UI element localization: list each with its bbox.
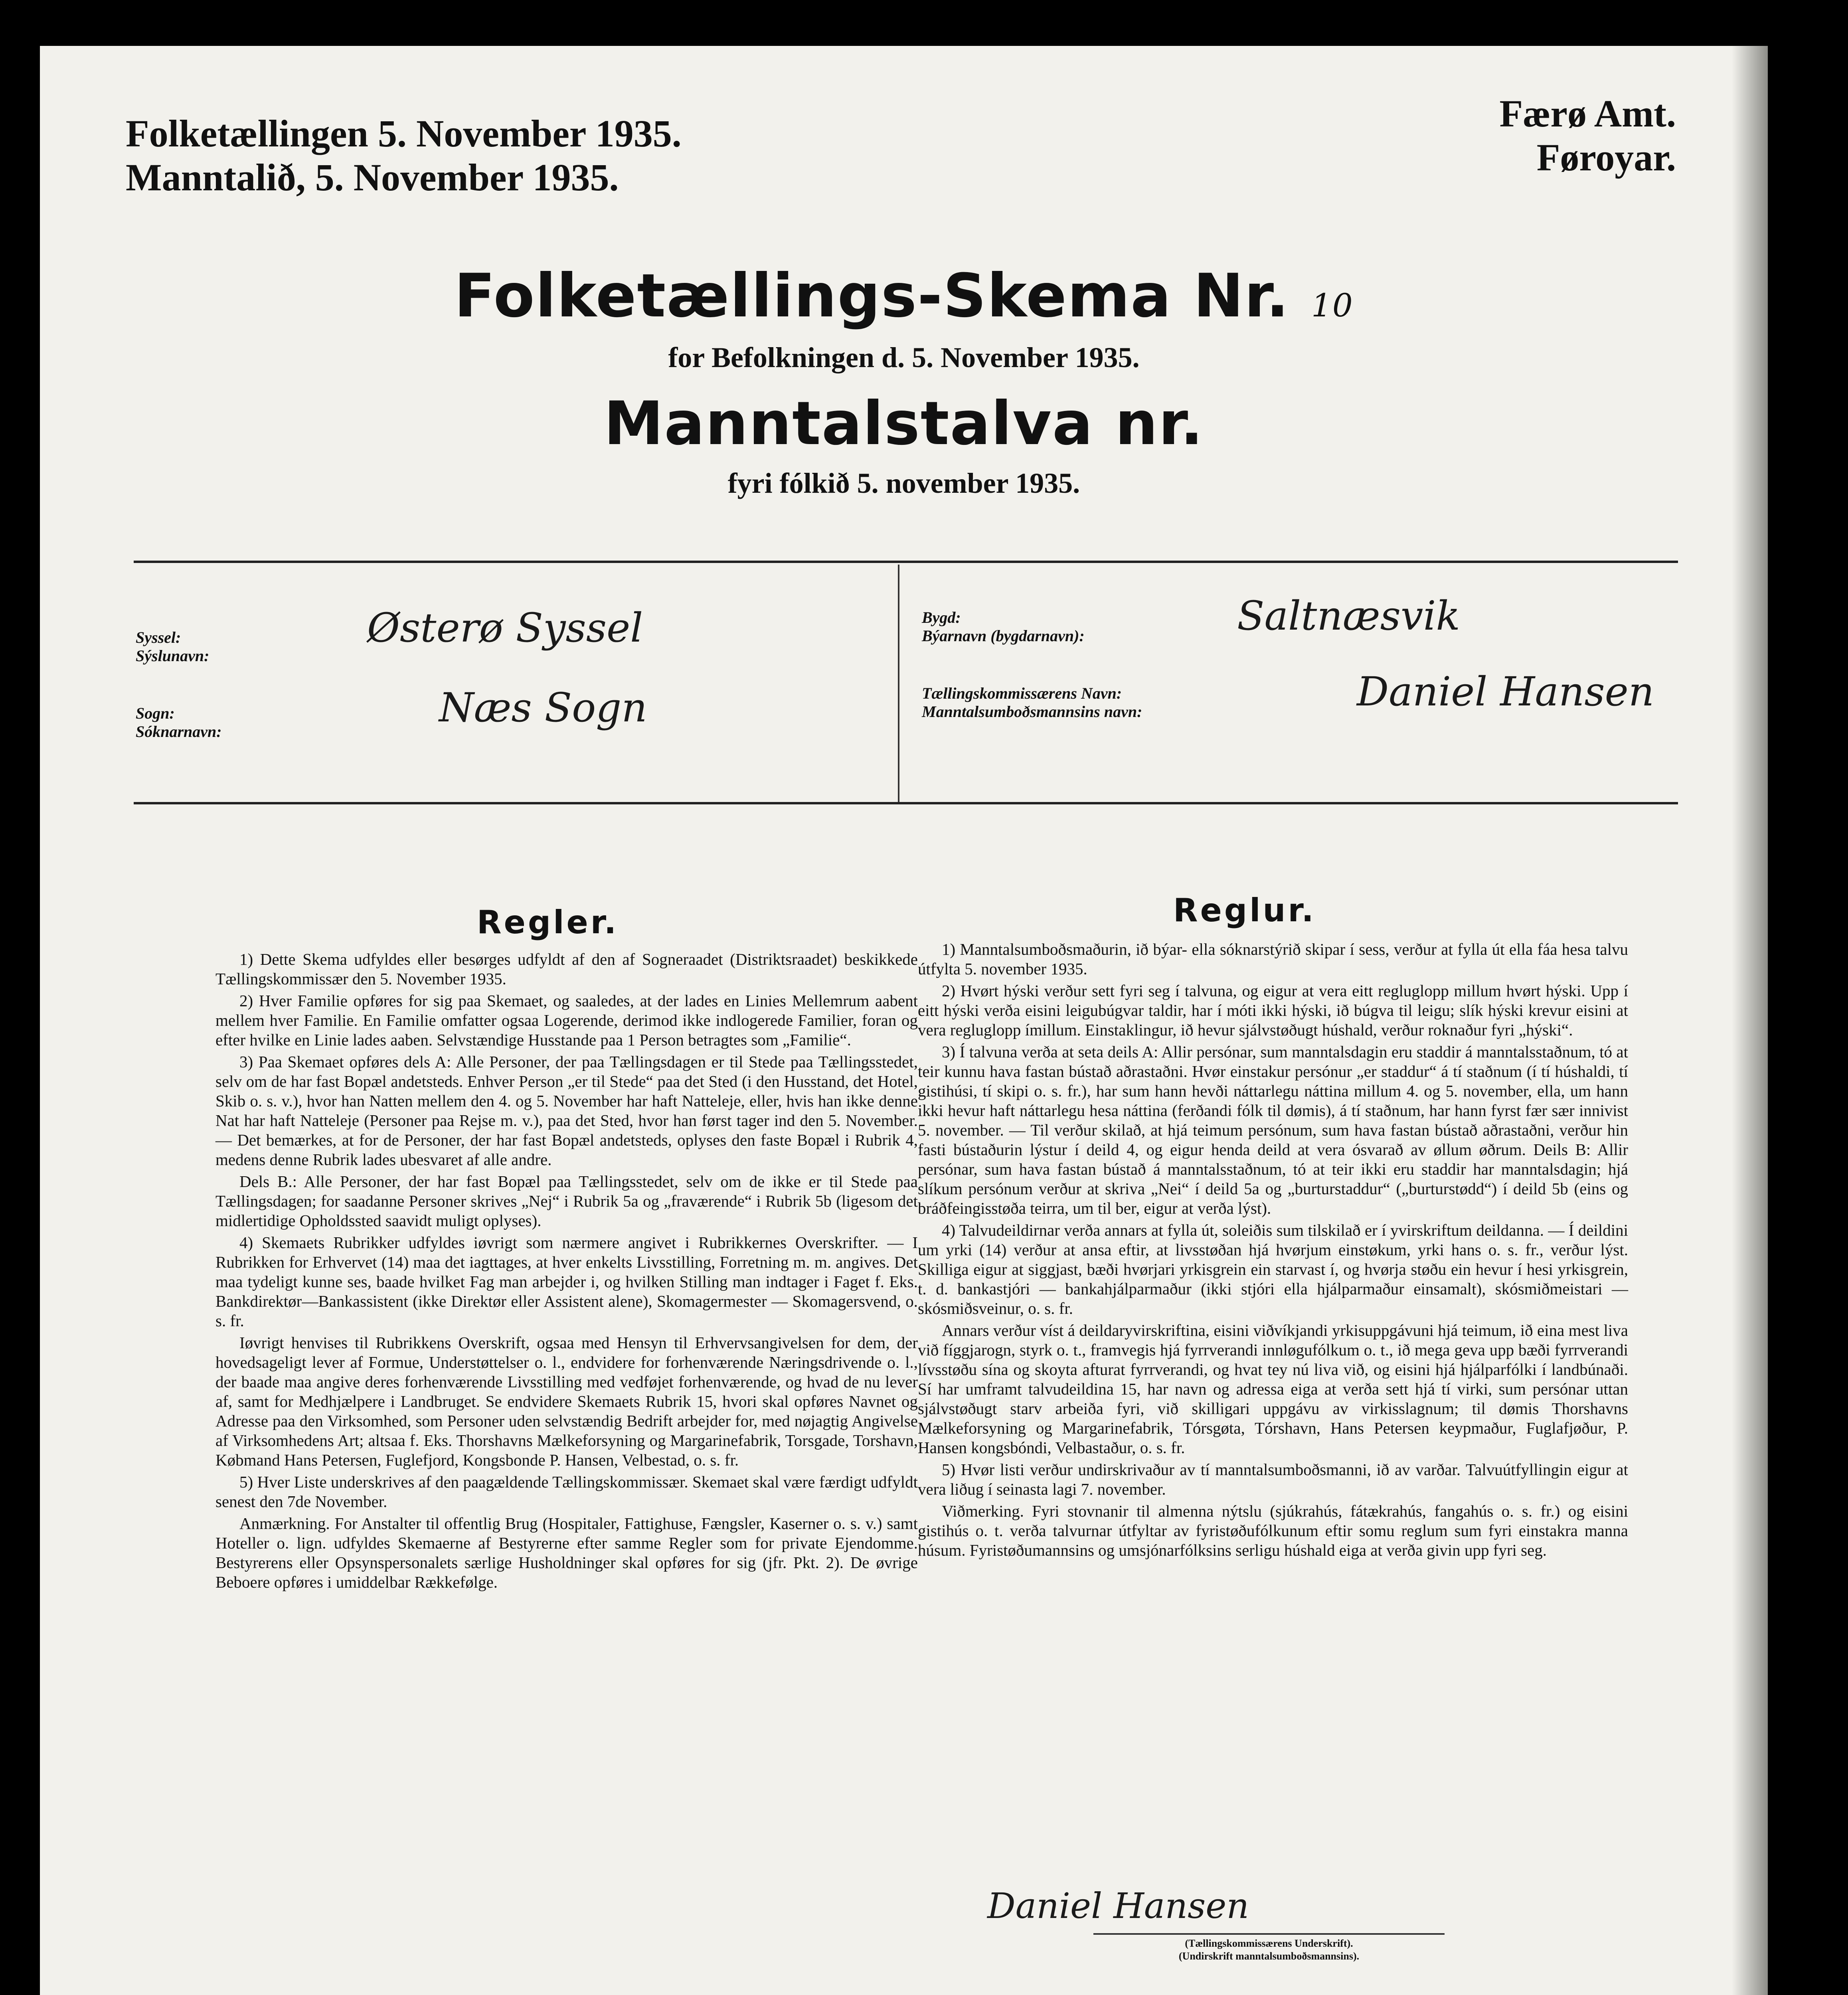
rules-danish-heading: Regler. — [477, 904, 619, 941]
rules-faroese-paragraph: 1) Manntalsumboðsmaðurin, ið býar- ella sóknarstýrið skipar í sess, verður at fylla út ella fáa hesa talvu útfylta 5. november 1935. — [918, 940, 1628, 978]
sogn-label — [136, 704, 222, 741]
divider-vertical — [898, 565, 899, 802]
kommissaer-value: Daniel Hansen — [1357, 668, 1654, 715]
form-title-danish-text: Folketællings-Skema Nr. — [454, 261, 1290, 331]
rules-danish-paragraph: 3) Paa Skemaet opføres dels A: Alle Personer, der paa Tællingsdagen er til Stede paa Tællingsstedet, selv om de har fast Bopæl andetsteds. Enhver Person „er til Stede“ paa det Sted (i den Husstand, det Hotel, Skib o. s. v.), hvor han Natten mellem den 4. og 5. November har haft Natteleje, eller, hvis han ikke denne Nat har haft Natteleje (Personer paa Rejse m. v.), paa det Sted, hvor han først tager ind den 5. November. — Det bemærkes, at for de Personer, der har fast Bopæl andetsteds, oplyses den faste Bopæl i Rubrik 4, medens denne Rubrik lades ubesvaret af alle andre. — [215, 1053, 918, 1169]
bygd-label-fo: Býarnavn (bygdarnavn): — [922, 627, 1085, 645]
sogn-label-fo: Sóknarnavn: — [136, 723, 222, 741]
header-left — [126, 112, 682, 200]
signature-caption-da: (Tællingskommissærens Underskrift). — [1185, 1938, 1353, 1949]
rules-faroese-paragraph: 4) Talvudeildirnar verða annars at fylla út, soleiðis sum tilskilað er í yvirskriftum deildanna. — Í deildini um yrki (14) verður at ansa eftir, at livsstøðan hjá hvørjum einstøkum, yrki hans o. s. fr., verður lýst. Skilliga eigur at siggjast, bæði hvørjari yrkisgrein ein starvast í, og hvørja støðu ein hevur í hesi yrkisgrein, t. d. bankastjóri — bankahjálparmaður (ikki stjóri ella hjálparmaður einsamalt), skósmiðmeistari — skósmiðsveinur, o. s. fr. — [918, 1221, 1628, 1317]
syssel-label-da: Syssel: — [136, 628, 181, 646]
form-subtitle-danish: for Befolkningen d. 5. November 1935. — [668, 342, 1140, 373]
bygd-label-da: Bygd: — [922, 608, 961, 626]
form-title-danish — [40, 261, 1768, 331]
divider-top — [134, 561, 1678, 563]
header-right-line2: Føroyar. — [1536, 136, 1676, 179]
kommissaer-label-da: Tællingskommissærens Navn: — [922, 684, 1122, 702]
header-right — [1499, 92, 1676, 180]
header-left-line1: Folketællingen 5. November 1935. — [126, 112, 682, 155]
header-left-line2: Manntalið, 5. November 1935. — [126, 156, 619, 199]
rules-danish-paragraph: 5) Hver Liste underskrives af den paagældende Tællingskommissær. Skemaet skal være færdigt udfyldt senest den 7de November. — [215, 1473, 918, 1511]
syssel-label-fo: Sýslunavn: — [136, 647, 210, 665]
rules-faroese-text — [918, 940, 1628, 1562]
header-right-line1: Færø Amt. — [1499, 92, 1676, 135]
kommissaer-label — [922, 684, 1142, 721]
rules-faroese-paragraph: 5) Hvør listi verður undirskrivaður av tí manntalsumboðsmanni, ið av varðar. Talvuútfyllingin eigur at vera liðug í seinasta lagi 7. november. — [918, 1460, 1628, 1498]
rules-danish-paragraph: 2) Hver Familie opføres for sig paa Skemaet, og saaledes, at der lades en Linies Mellemrum aabent mellem hver Familie. En Familie omfatter ogsaa Logerende, derimod ikke indlogerede Familier, foran og efter hvilke en Linie lades aaben. Selvstændige Husstande paa 1 Person betragtes som „Familie“. — [215, 992, 918, 1049]
kommissaer-label-fo: Manntalsumboðsmannsins navn: — [922, 703, 1142, 721]
bygd-value: Saltnæsvik — [1237, 593, 1461, 639]
rules-danish-text — [215, 950, 918, 1594]
divider-bottom — [134, 802, 1678, 804]
rules-danish-paragraph: Dels B.: Alle Personer, der har fast Bopæl paa Tællingsstedet, selv om de ikke er til Stede paa Tællingsdagen; for saadanne Personer skrives „Nej“ i Rubrik 5a og „fraværende“ i Rubrik 5b (ligesom det midlertidige Opholdssted saavidt muligt oplyses). — [215, 1172, 918, 1230]
form-title-faroese: Manntalstalva nr. — [604, 389, 1204, 458]
signature-line — [1093, 1933, 1445, 1935]
rules-faroese-paragraph: 2) Hvørt hýski verður sett fyri seg í talvuna, og eigur at vera eitt regluglopp millum hvørt hýski. Upp í eitt hýski verða eisini leigubúgvar taldir, har í móti ikki hýski, ið búgva til leigu; slík hýski krevur eisini at vera regluglopp ímillum. Einstaklingur, ið hevur sjálvstøðugt húshald, verður roknaður fyri „hýski“. — [918, 982, 1628, 1039]
rules-danish-paragraph: Iøvrigt henvises til Rubrikkens Overskrift, ogsaa med Hensyn til Erhvervsangivelsen for dem, der hovedsageligt lever af Formue, Understøttelser o. l., endvidere for forhenværende Næringsdrivende o. l., der baade maa angive deres forhenværende Livsstilling med vedføjet forhenværende, og hvad de nu lever af, samt for Medhjælpere i Landbruget. Se endvidere Skemaets Rubrik 15, hvori skal opføres Navnet og Adresse paa den Virksomhed, som Personer uden selvstændig Bedrift arbejder for, med nøjagtig Angivelse af Virksomhedens Art; altsaa f. Eks. Thorshavns Mælkeforsyning og Margarinefabrik, Torsgade, Torshavn, Købmand Hans Petersen, Fuglefjord, Kongsbonde P. Hansen, Velbestad, o. s. fr. — [215, 1333, 918, 1469]
syssel-label — [136, 628, 210, 665]
page-edge-shadow — [1732, 46, 1768, 1995]
rules-faroese-paragraph: Annars verður víst á deildaryvirskriftina, eisini viðvíkjandi yrkisuppgávuni hjá teimum, ið eina mest liva við fíggjarogn, styrk o. t., framvegis hjá fyrrverandi innløgufólkum o. t., ið mega geva upp bæði fyrrverandi lívsstøðu sína og skoyta afturat fyrrverandi, og hvat tey nú liva við, og eisini hjá hjálparfólki í landbúnaði. Sí har umframt talvudeildina 15, har navn og adressa eiga at verða sett hjá tí virki, sum persónar uttan sjálvstøðugt starv arbeiða fyri, við skilligari uppgávu av virkisslagnum; til dømis Thorshavns Mælkeforsyning og Margarinefabrik, Tórsgøta, Tórshavn, Hans Petersen keypmaður, Fuglafjøður, P. Hansen kongsbóndi, Velbastaður, o. s. fr. — [918, 1321, 1628, 1457]
syssel-value: Østerø Syssel — [367, 604, 643, 651]
rules-danish-paragraph: Anmærkning. For Anstalter til offentlig Brug (Hospitaler, Fattighuse, Fængsler, Kaserner o. s. v.) samt Hoteller o. lign. udfyldes Skemaerne af Bestyrerne efter samme Regler som for private Ejendomme. Bestyrerens eller Opsynspersonalets særlige Husholdninger skal opføres for sig (jfr. Pkt. 2). De øvrige Beboere opføres i umiddelbar Rækkefølge. — [215, 1514, 918, 1591]
bygd-label — [922, 608, 1085, 645]
rules-faroese-paragraph: 3) Í talvuna verða at seta deils A: Allir persónar, sum manntalsdagin eru staddir á manntalsstaðnum, tó at teir kunnu hava fastan bústað aðrastaðni. Hvør einstakur persónur „er staddur“ á tí staðnum (í tí húshaldi, tí gistihúsi, tí skipi o. s. fr.), har sum hann hevði náttarlegu náttina millum 4. og 5. november, ella, um hann ikki hevur haft náttarlegu hesa náttina (ferðandi fólk til dømis), á tí staðnum, har hann fyrst fær sær innivist 5. november. — Til verður skilað, at hjá teimum persónum, sum hava fastan bústað aðrastaðni, verður hin fasti bústaðurin lýstur í deild 4, og eigur henda deild at vera ósvarað av øllum øðrum. Deils B: Allir persónar, sum hava fastan bústað á manntalsstaðnum, tó at teir ikki eru staddir har manntalsdagin; hjá slíkum persónum verður at skriva „Nei“ í deild 5a og „burturstaddur“ („burturstødd“) í deild 5b (eins og bráðfeingisstøða teirra, um til ber, eigur at verða lýst). — [918, 1043, 1628, 1217]
signature-caption-fo: (Undirskrift manntalsumboðsmannsins). — [1178, 1950, 1360, 1962]
signature-caption — [1093, 1937, 1445, 1963]
rules-danish-paragraph: 1) Dette Skema udfyldes eller besørges udfyldt af den af Sogneraadet (Distriktsraadet) beskikkede Tællingskommissær den 5. November 1935. — [215, 950, 918, 988]
sogn-value: Næs Sogn — [439, 684, 647, 731]
census-form-sheet — [40, 46, 1768, 1995]
rules-faroese-heading: Reglur. — [1173, 892, 1316, 929]
sogn-label-da: Sogn: — [136, 704, 175, 722]
form-number-handwritten: 10 — [1311, 287, 1354, 324]
form-subtitle-faroese: fyri fólkið 5. november 1935. — [727, 467, 1080, 499]
rules-danish-paragraph: 4) Skemaets Rubrikker udfyldes iøvrigt som nærmere angivet i Rubrikkernes Overskrifter. — I Rubrikken for Erhvervet (14) maa det iagttages, at hver enkelts Livsstilling, Forretning m. m. angives. Det maa tydeligt kunne ses, baade hvilket Fag man arbejder i, og hvilken Stilling man indtager i Faget f. Eks. Bankdirektør—Bankassistent (ikke Direktør eller Assistent alene), Skomagermester — Skomagersvend, o. s. fr. — [215, 1233, 918, 1330]
rules-faroese-paragraph: Viðmerking. Fyri stovnanir til almenna nýtslu (sjúkrahús, fátækrahús, fangahús o. s. fr.) og eisini gistihús o. t. verða talvurnar útfyltar av fyristøðufólkunum eftir somu reglum sum fyri einstakra manna húsum. Fyristøðumannsins og umsjónarfólksins serligu húshald eiga at verða givin upp fyri seg. — [918, 1502, 1628, 1559]
signature-handwritten: Daniel Hansen — [987, 1885, 1249, 1926]
